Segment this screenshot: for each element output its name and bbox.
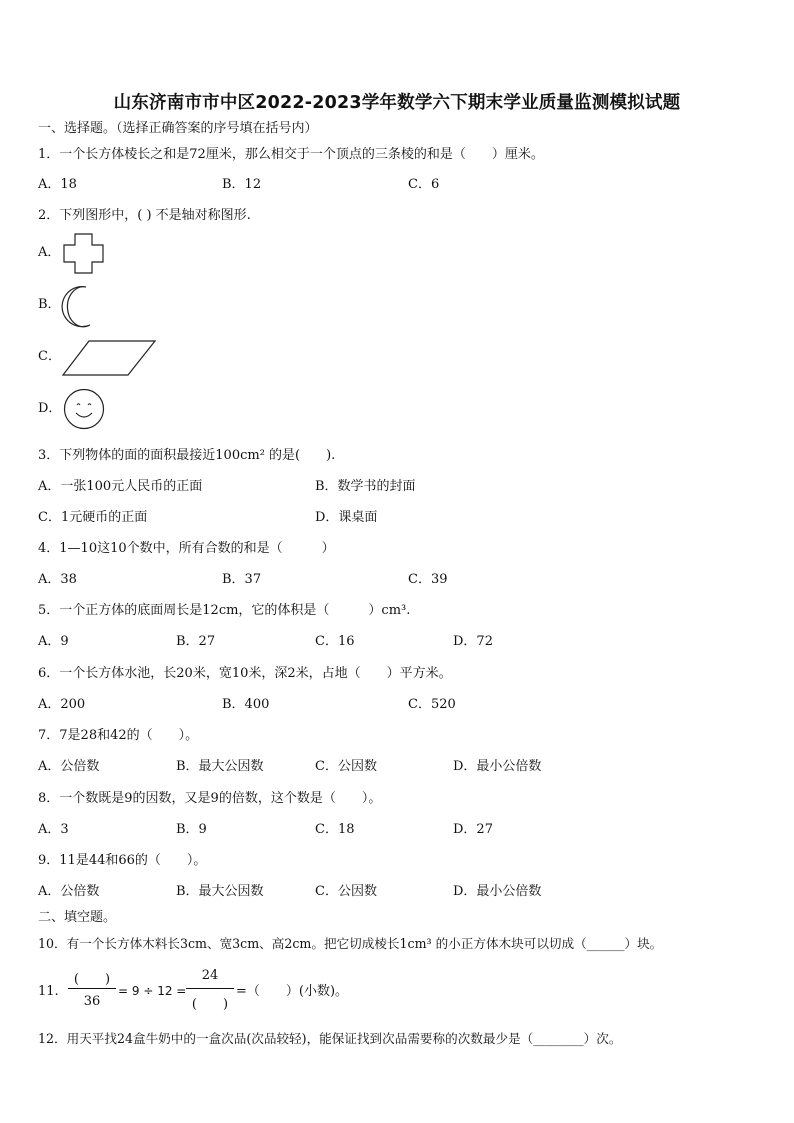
q11-tail: =（ ）(小数)。 xyxy=(236,984,349,999)
q7-option-a[interactable]: A．公倍数 xyxy=(38,759,100,774)
q5-option-c[interactable]: C．16 xyxy=(315,634,355,649)
question-9-stem: 9．11是44和66的（ ）。 xyxy=(38,853,207,868)
question-4-stem: 4．1—10这10个数中，所有合数的和是（ ） xyxy=(38,541,335,556)
q8-option-b[interactable]: B．9 xyxy=(176,822,207,837)
smiley-face-icon xyxy=(63,388,105,430)
q11-fraction1-bar xyxy=(68,988,116,989)
q3-option-a[interactable]: A．一张100元人民币的正面 xyxy=(38,479,203,494)
page-title: 山东济南市市中区2022-2023学年数学六下期末学业质量监测模拟试题 xyxy=(113,93,681,113)
q6-option-a[interactable]: A．200 xyxy=(38,697,86,712)
q11-middle-expression: = 9 ÷ 12 = xyxy=(118,984,187,998)
q3-option-c[interactable]: C．1元硬币的正面 xyxy=(38,510,148,525)
question-6-stem: 6．一个长方体水池，长20米，宽10米，深2米，占地（ ）平方米。 xyxy=(38,666,452,681)
question-8-stem: 8．一个数既是9的因数，又是9的倍数，这个数是（ ）。 xyxy=(38,791,382,806)
q9-option-d[interactable]: D．最小公倍数 xyxy=(453,884,542,899)
section-heading-fill-in: 二、填空题。 xyxy=(38,910,117,925)
question-5-stem: 5．一个正方体的底面周长是12cm，它的体积是（ ）cm³. xyxy=(38,603,411,618)
q8-option-c[interactable]: C．18 xyxy=(315,822,355,837)
q2-option-b-label[interactable]: B． xyxy=(38,297,61,312)
q1-option-b[interactable]: B．12 xyxy=(222,177,262,192)
q7-option-b[interactable]: B．最大公因数 xyxy=(176,759,264,774)
q11-fraction2-denominator[interactable]: ( ) xyxy=(191,997,229,1012)
parallelogram-icon xyxy=(62,340,156,376)
q8-option-a[interactable]: A．3 xyxy=(38,822,69,837)
q4-option-c[interactable]: C．39 xyxy=(408,572,448,587)
q11-fraction1-numerator[interactable]: ( ) xyxy=(73,972,111,987)
q4-option-b[interactable]: B．37 xyxy=(222,572,262,587)
q5-option-a[interactable]: A．9 xyxy=(38,634,69,649)
q8-option-d[interactable]: D．27 xyxy=(453,822,493,837)
q11-fraction1-denominator: 36 xyxy=(83,994,101,1009)
question-10-stem: 10．有一个长方体木料长3cm、宽3cm、高2cm。把它切成棱长1cm³ 的小正方体木块可以切成（______）块。 xyxy=(38,936,663,951)
q9-option-c[interactable]: C．公因数 xyxy=(315,884,377,899)
question-11-number: 11. xyxy=(38,984,59,999)
question-7-stem: 7．7是28和42的（ ）。 xyxy=(38,728,199,743)
question-3-stem: 3．下列物体的面的面积最接近100cm² 的是( ). xyxy=(38,448,336,463)
q3-option-d[interactable]: D．课桌面 xyxy=(315,510,378,525)
crescent-moon-icon xyxy=(62,285,94,327)
q2-option-a-label[interactable]: A． xyxy=(38,245,61,260)
section-heading-choice: 一、选择题。（选择正确答案的序号填在括号内） xyxy=(38,121,318,136)
q3-option-b[interactable]: B．数学书的封面 xyxy=(315,479,416,494)
question-2-stem: 2．下列图形中，( ) 不是轴对称图形. xyxy=(38,208,251,223)
q6-option-c[interactable]: C．520 xyxy=(408,697,456,712)
q11-fraction2-bar xyxy=(186,988,234,989)
question-1-stem: 1．一个长方体棱长之和是72厘米，那么相交于一个顶点的三条棱的和是（ ）厘米。 xyxy=(38,147,544,162)
question-12-stem: 12．用天平找24盒牛奶中的一盒次品(次品较轻)，能保证找到次品需要称的次数最少是（________）次。 xyxy=(38,1031,622,1046)
q9-option-b[interactable]: B．最大公因数 xyxy=(176,884,264,899)
q4-option-a[interactable]: A．38 xyxy=(38,572,77,587)
q1-option-c[interactable]: C．6 xyxy=(408,177,440,192)
q5-option-d[interactable]: D．72 xyxy=(453,634,493,649)
q2-option-c-label[interactable]: C． xyxy=(38,349,61,364)
q7-option-c[interactable]: C．公因数 xyxy=(315,759,377,774)
q1-option-a[interactable]: A．18 xyxy=(38,177,77,192)
cross-shape-icon xyxy=(63,233,105,275)
q9-option-a[interactable]: A．公倍数 xyxy=(38,884,100,899)
q11-fraction2-numerator: 24 xyxy=(201,968,219,983)
q6-option-b[interactable]: B．400 xyxy=(222,697,270,712)
q5-option-b[interactable]: B．27 xyxy=(176,634,216,649)
q7-option-d[interactable]: D．最小公倍数 xyxy=(453,759,542,774)
q2-option-d-label[interactable]: D． xyxy=(38,401,62,416)
